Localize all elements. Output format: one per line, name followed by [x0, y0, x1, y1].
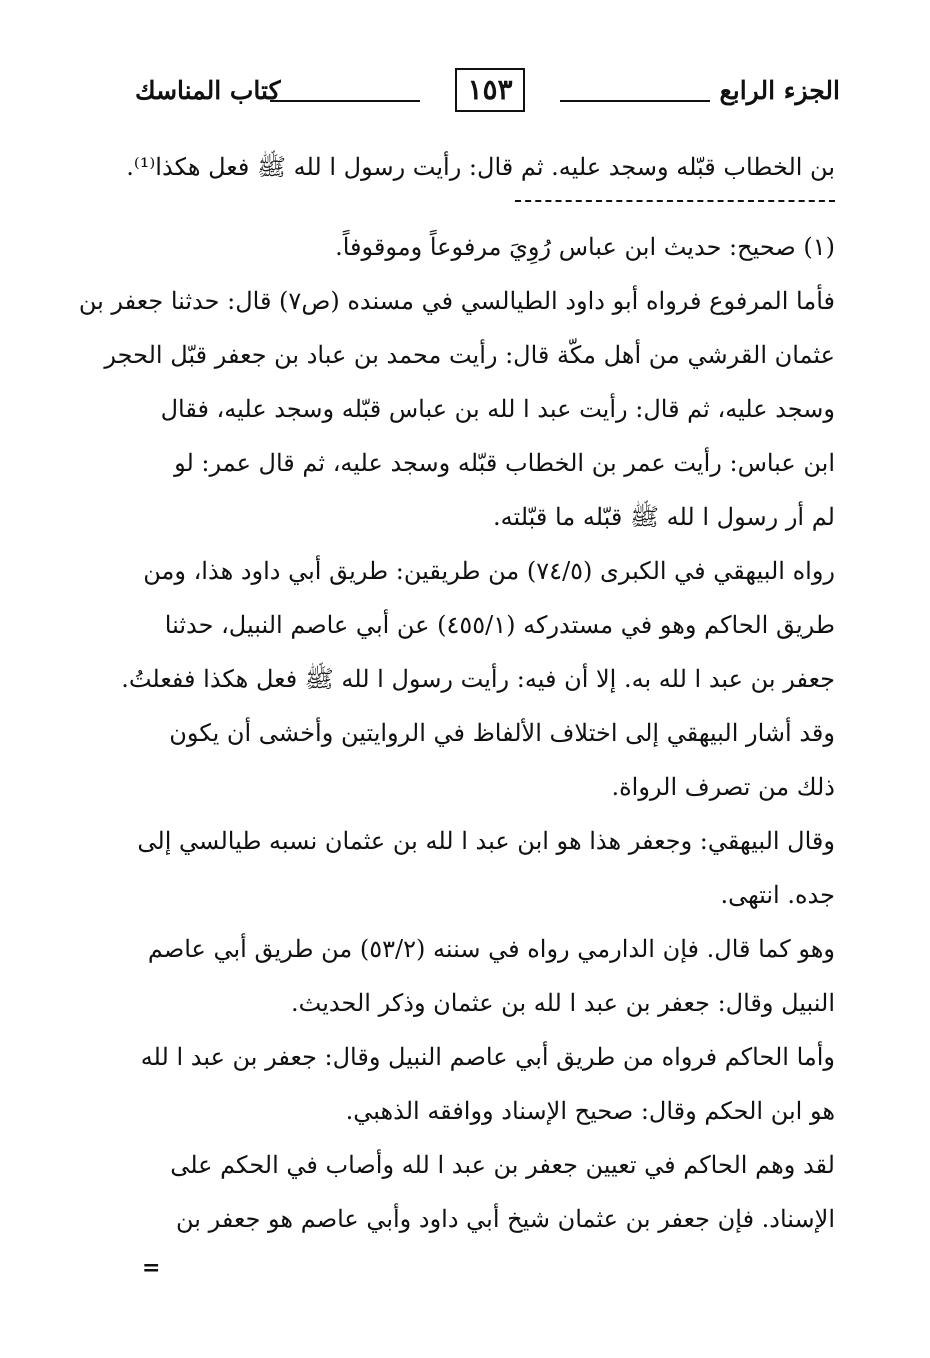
footnote-line: النبيل وقال: جعفر بن عبد ا لله بن عثمان وذكر الحديث. — [291, 989, 835, 1017]
footnote-line: وهو كما قال. فإن الدارمي رواه في سننه (٥٣/٢) من طريق أبي عاصم — [147, 935, 835, 963]
footnote-line: (١) صحيح: حديث ابن عباس رُوِيَ مرفوعاً وموقوفاً. — [335, 233, 835, 261]
footnote-line: الإسناد. فإن جعفر بن عثمان شيخ أبي داود وأبي عاصم هو جعفر بن — [176, 1205, 835, 1233]
footnote-line: ابن عباس: رأيت عمر بن الخطاب قبّله وسجد عليه، ثم قال عمر: لو — [174, 449, 835, 477]
footnote-block — [78, 220, 835, 1246]
header-book-title: كتاب المناسك — [135, 76, 281, 105]
footnote-line: لقد وهم الحاكم في تعيين جعفر بن عبد ا لله وأصاب في الحكم على — [170, 1151, 835, 1179]
footnote-line: وسجد عليه، ثم قال: رأيت عبد ا لله بن عباس قبّله وسجد عليه، فقال — [160, 395, 835, 423]
page-header — [125, 62, 840, 122]
footnote-line: رواه البيهقي في الكبرى (٧٤/٥) من طريقين: طريق أبي داود هذا، ومن — [143, 557, 835, 585]
header-rule-right — [560, 100, 710, 102]
header-rule-left — [270, 100, 420, 102]
footnote-line: فأما المرفوع فرواه أبو داود الطيالسي في مسنده (ص٧) قال: حدثنا جعفر بن — [78, 287, 835, 315]
footnote-line: عثمان القرشي من أهل مكّة قال: رأيت محمد بن عباد بن جعفر قبّل الحجر — [104, 341, 835, 369]
continuation-mark: = — [142, 1255, 161, 1281]
footnote-line: هو ابن الحكم وقال: صحيح الإسناد ووافقه الذهبي. — [345, 1097, 835, 1125]
footnote-line: وقال البيهقي: وجعفر هذا هو ابن عبد ا لله بن عثمان نسبه طيالسي إلى — [137, 827, 835, 855]
header-part-title: الجزء الرابع — [719, 76, 840, 105]
footnote-line: جعفر بن عبد ا لله به. إلا أن فيه: رأيت رسول ا لله ﷺ فعل هكذا ففعلتُ. — [121, 665, 835, 693]
footnote-line: طريق الحاكم وهو في مستدركه (٤٥٥/١) عن أبي عاصم النبيل، حدثنا — [164, 611, 835, 639]
footnote-line: وأما الحاكم فرواه من طريق أبي عاصم النبيل وقال: جعفر بن عبد ا لله — [140, 1043, 835, 1071]
footnote-line: لم أر رسول ا لله ﷺ قبّله ما قبّلته. — [493, 503, 835, 531]
footnote-line: ذلك من تصرف الرواة. — [611, 773, 835, 801]
footnote-line: جده. انتهى. — [720, 881, 835, 909]
page-number: ١٥٣ — [455, 68, 525, 112]
footnote-line: وقد أشار البيهقي إلى اختلاف الألفاظ في الروايتين وأخشى أن يكون — [169, 719, 835, 747]
main-text-line: بن الخطاب قبّله وسجد عليه. ثم قال: رأيت رسول ا لله ﷺ فعل هكذا⁽¹⁾. — [126, 153, 835, 181]
footnote-separator — [515, 200, 835, 202]
